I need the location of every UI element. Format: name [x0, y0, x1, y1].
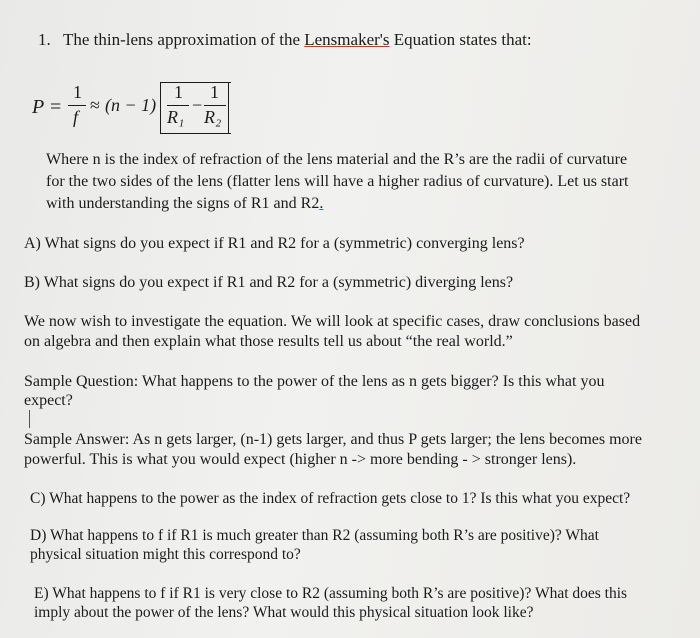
eq-num-3: 1	[210, 82, 219, 102]
question-d-line-2: physical situation might this correspond to?	[30, 546, 301, 563]
question-e-line-2: imply about the power of the lens? What would this physical situation look like?	[34, 604, 534, 621]
eq-frac-bar-3	[204, 105, 226, 106]
eq-den-f: f	[73, 107, 79, 127]
question-c: C) What happens to the power as the index of refraction gets close to 1? Is this what you expect?	[30, 490, 631, 507]
text-cursor	[29, 410, 30, 428]
eq-num-2: 1	[174, 82, 183, 102]
sample-answer-line-1: Sample Answer: As n gets larger, (n-1) gets larger, and thus P gets larger; the lens becomes more	[24, 431, 642, 448]
eq-power-symbol: P	[32, 96, 45, 118]
question-1-intro	[38, 30, 532, 49]
eq-n-minus-1: (n − 1)	[105, 95, 157, 115]
definition-line-3	[46, 194, 323, 213]
question-d-line-1: D) What happens to f if R1 is much greater than R2 (assuming both R’s are positive)? What	[30, 527, 599, 544]
sample-question-line-2: expect?	[24, 392, 73, 409]
definition-end: .	[319, 195, 324, 212]
eq-den-r1: R₁	[167, 107, 185, 127]
eq-frac-bar-2	[167, 105, 189, 106]
investigate-line-1: We now wish to investigate the equation. We will look at specific cases, draw conclusions based	[24, 313, 641, 330]
eq-num-1: 1	[73, 82, 82, 102]
sample-answer-line-2: powerful. This is what you would expect (higher n -> more bending - > stronger lens).	[24, 451, 577, 468]
eq-approx: ≈	[90, 95, 100, 115]
intro-text-after: Equation states that:	[389, 30, 532, 49]
question-a: A) What signs do you expect if R1 and R2 for a (symmetric) converging lens?	[24, 235, 525, 252]
question-number: 1.	[38, 30, 51, 49]
lensmaker-equation	[30, 80, 250, 140]
eq-equals: =	[50, 96, 62, 118]
lensmaker-link: Lensmaker's	[304, 30, 390, 49]
eq-minus: −	[192, 95, 203, 115]
definition-line-3-text: with understanding the signs of R1 and R2	[46, 195, 320, 212]
intro-text-before: The thin-lens approximation of the	[63, 30, 305, 49]
question-b: B) What signs do you expect if R1 and R2 for a (symmetric) diverging lens?	[24, 274, 514, 291]
sample-question-line-1: Sample Question: What happens to the power of the lens as n gets bigger? Is this what you	[24, 373, 605, 390]
definition-line-1: Where n is the index of refraction of the lens material and the R’s are the radii of curvature	[46, 151, 628, 168]
investigate-line-2: on algebra and then explain what those results tell us about “the real world.”	[24, 333, 513, 350]
eq-frac-bar-1	[68, 105, 86, 106]
definition-line-2: for the two sides of the lens (flatter lens will have a higher radius of curvature). Let us start	[46, 173, 629, 190]
question-e-line-1: E) What happens to f if R1 is very close to R2 (assuming both R’s are positive)? What does this	[34, 585, 628, 602]
eq-den-r2: R₂	[204, 107, 222, 127]
